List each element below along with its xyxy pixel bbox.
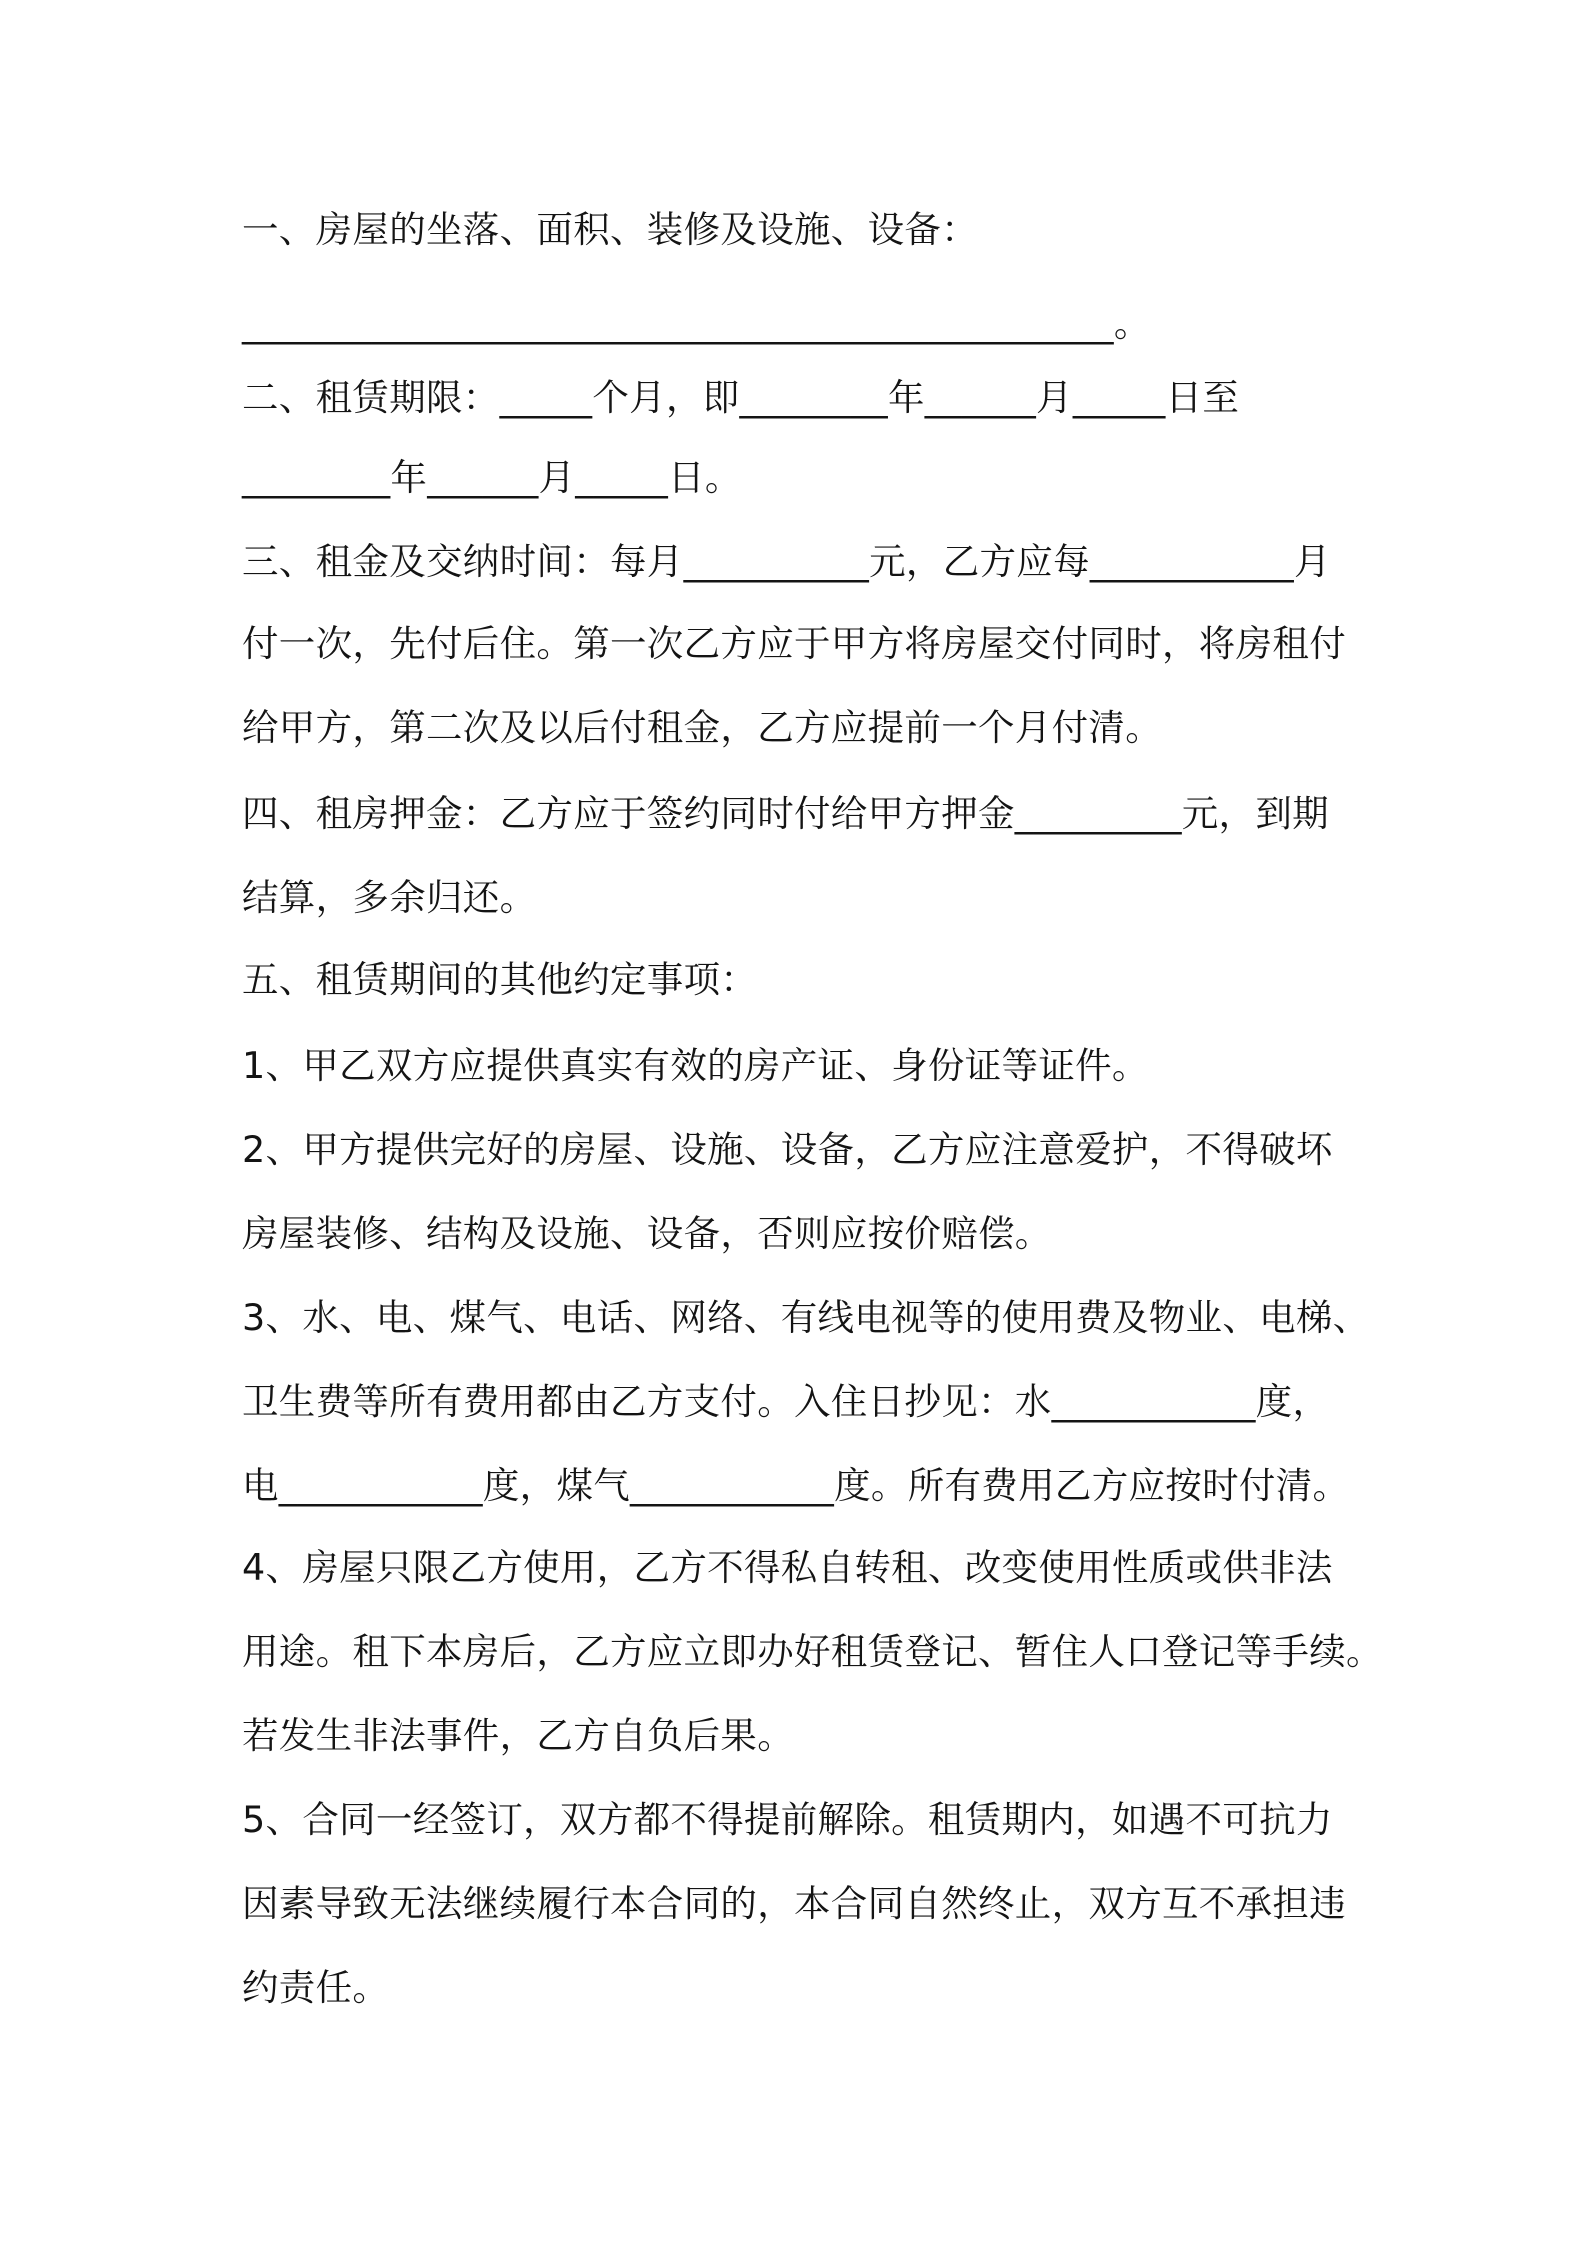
clause-3-line-2: 付一次，先付后住。第一次乙方应于甲方将房屋交付同时，将房租付 xyxy=(242,622,1346,665)
item-2-line-1: 2、甲方提供完好的房屋、设施、设备，乙方应注意爱护，不得破坏 xyxy=(242,1128,1333,1171)
item-5-line-1: 5、合同一经签订，双方都不得提前解除。租赁期内，如遇不可抗力 xyxy=(242,1798,1333,1841)
clause-1-heading: 一、房屋的坐落、面积、装修及设施、设备： xyxy=(242,208,978,251)
clause-5-heading: 五、租赁期间的其他约定事项： xyxy=(242,958,758,1001)
clause-4-line-2: 结算，多余归还。 xyxy=(242,876,537,919)
clause-3-line-1: 三、租金及交纳时间：每月__________元，乙方应每___________月 xyxy=(242,540,1331,583)
item-3-line-2: 卫生费等所有费用都由乙方支付。入住日抄见：水___________度， xyxy=(242,1380,1330,1423)
item-2-line-2: 房屋装修、结构及设施、设备，否则应按价赔偿。 xyxy=(242,1212,1052,1255)
clause-2-line-1: 二、租赁期限：_____个月，即________年______月_____日至 xyxy=(242,376,1240,419)
clause-4-line-1: 四、租房押金：乙方应于签约同时付给甲方押金_________元，到期 xyxy=(242,792,1329,835)
item-3-line-3: 电___________度，煤气___________度。所有费用乙方应按时付清。 xyxy=(242,1464,1350,1507)
clause-2-line-2: ________年______月_____日。 xyxy=(242,456,742,499)
item-4-line-2: 用途。租下本房后，乙方应立即办好租赁登记、暂住人口登记等手续。 xyxy=(242,1630,1383,1673)
clause-3-line-3: 给甲方，第二次及以后付租金，乙方应提前一个月付清。 xyxy=(242,706,1162,749)
item-4-line-3: 若发生非法事件，乙方自负后果。 xyxy=(242,1714,794,1757)
item-1-line-1: 1、甲乙双方应提供真实有效的房产证、身份证等证件。 xyxy=(242,1044,1149,1087)
clause-1-blank-line: _______________________________________________。 xyxy=(242,302,1151,345)
item-4-line-1: 4、房屋只限乙方使用，乙方不得私自转租、改变使用性质或供非法 xyxy=(242,1546,1333,1589)
item-5-line-2: 因素导致无法继续履行本合同的，本合同自然终止，双方互不承担违 xyxy=(242,1882,1346,1925)
item-3-line-1: 3、水、电、煤气、电话、网络、有线电视等的使用费及物业、电梯、 xyxy=(242,1296,1370,1339)
item-5-line-3: 约责任。 xyxy=(242,1966,390,2009)
